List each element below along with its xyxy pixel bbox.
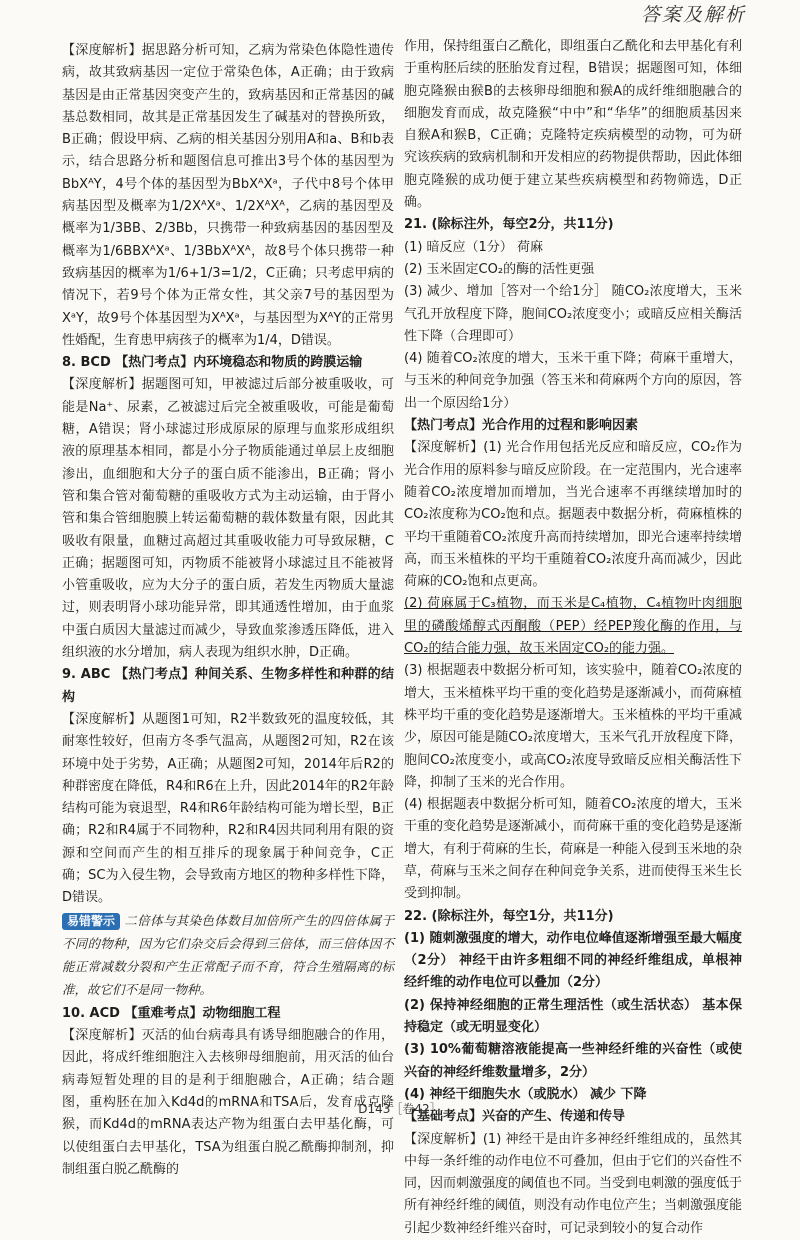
explanation-paragraph: 【深度解析】灭活的仙台病毒具有诱导细胞融合的作用，因此，将成纤维细胞注入去核卵母细胞前，用灭活的仙台病毒短暂处理的目的是利于细胞融合，A正确；结合题图，重构胚在加入Kd4d的mRNA和TSA后，发育成克隆猴，而Kd4d的mRNA表达产物为组蛋白去甲基化酶，可以使组蛋白去甲基化，TSA为组蛋白脱乙酰酶抑制剂，抑制组蛋白脱乙酰酶的: [62, 1028, 394, 1177]
topic-tag: 【热门考点】光合作用的过程和影响因素: [404, 418, 639, 434]
answer-item: (1) 暗反应（1分） 荷麻: [404, 239, 543, 255]
answer-item: (3) 10%葡萄糖溶液能提高一些神经纤维的兴奋性（或使兴奋的神经纤维数量增多，2分）: [404, 1042, 742, 1080]
answer-item: (2) 玉米固定CO₂的酶的活性更强: [404, 261, 595, 277]
right-column: [404, 36, 742, 1240]
explanation-paragraph: 作用，保持组蛋白乙酰化，即组蛋白乙酰化和去甲基化有利于重构胚后续的胚胎发育过程，B错误；据题图可知，体细胞克隆猴由猴B的去核卵母细胞和猴A的成纤维细胞融合的细胞发育而成，故克隆猴“中中”和“华华”的细胞质基因来自猴A和猴B，C正确；克隆特定疾病模型的动物，可为研究该疾病的致病机制和开发相应的药物提供帮助，因此体细胞克隆猴的成功便于建立某些疾病模型和药物筛选，D正确。: [404, 39, 743, 211]
question-10-heading: 10. ACD 【重难考点】动物细胞工程: [62, 1005, 281, 1021]
explanation-paragraph: 【深度解析】(1) 神经干是由许多神经纤维组成的，虽然其中每一条纤维的动作电位不可叠加，但由于它们的兴奋性不同，因而刺激强度的阈值也不同。当受到电刺激的强度低于所有神经纤维的阈值，则没有动作电位产生；当刺激强度能引起少数神经纤维兴奋时，可记录到较小的复合动作: [404, 1131, 743, 1236]
explanation-paragraph: (4) 根据题表中数据分析可知，随着CO₂浓度的增大，玉米干重的变化趋势是逐渐减小，而荷麻干重的变化趋势是逐渐增大，有利于荷麻的生长，荷麻是一种能入侵到玉米地的杂草，荷麻与玉米之间存在种间竞争关系，进而使得玉米生长受到抑制。: [404, 797, 743, 902]
question-9-heading: 9. ABC 【热门考点】种间关系、生物多样性和种群的结构: [62, 667, 394, 705]
answer-item: (2) 保持神经细胞的正常生理活性（或生活状态） 基本保持稳定（或无明显变化）: [404, 997, 742, 1036]
warning-badge: 易错警示: [62, 913, 120, 930]
explanation-paragraph: 【深度解析】据题图可知，甲被滤过后部分被重吸收，可能是Na⁺、尿素，乙被滤过后完全被重吸收，可能是葡萄糖，A错误；肾小球滤过形成原尿的原理与血浆形成组织液的原理基本相同，都是小分子物质能通过单层上皮细胞渗出，血细胞和大分子的蛋白质不能渗出，B正确；肾小管和集合管对葡萄糖的重吸收方式为主动运输，由于肾小管和集合管细胞膜上转运葡萄糖的载体数量有限，因此其吸收有限量，血糖过高超过其重吸收能力可导致尿糖，C正确；据题图可知，丙物质不能被肾小球滤过且不能被肾小管重吸收，应为大分子的蛋白质，若发生丙物质大量滤过，则表明肾小球功能异常，即其通透性增加，由于血浆中蛋白质因大量滤过而减少，导致血浆渗透压降低，进入组织液的水分增加，病人表现为组织水肿，D正确。: [62, 377, 394, 661]
answer-item: (4) 神经干细胞失水（或脱水） 减少 下降: [404, 1086, 647, 1102]
warning-text: 二倍体与其染色体数目加倍所产生的四倍体属于不同的物种，因为它们杂交后会得到三倍体，而三倍体因不能正常减数分裂和产生正常配子而不育，符合生殖隔离的标准，故它们不是同一物种。: [62, 912, 394, 998]
explanation-paragraph: 【深度解析】(1) 光合作用包括光反应和暗反应，CO₂作为光合作用的原料参与暗反应阶段。在一定范围内，光合速率随着CO₂浓度增加而增加，当光合速率不再继续增加时的CO₂浓度称为CO₂饱和点。据题表中数据分析，荷麻植株的平均干重随着CO₂浓度升高而持续增加，即光合速率持续增高，而玉米植株的平均干重随着CO₂浓度升高而减少，因此荷麻的CO₂饱和点更高。: [404, 440, 743, 590]
question-8-heading: 8. BCD 【热门考点】内环境稳态和物质的跨膜运输: [62, 355, 363, 371]
question-21-heading: 21. (除标注外，每空2分，共11分): [404, 217, 614, 233]
answer-item: (3) 减少、增加［答对一个给1分］ 随CO₂浓度增大，玉米气孔开放程度下降，胞间CO₂浓度变小；或暗反应相关酶活性下降（合理即可）: [404, 284, 742, 344]
left-column: [62, 40, 394, 1181]
explanation-paragraph: (2) 荷麻属于C₃植物，而玉米是C₄植物，C₄植物叶肉细胞里的磷酸烯醇式丙酮酸（PEP）经PEP羧化酶的作用，与CO₂的结合能力强，故玉米固定CO₂的能力强。: [404, 596, 742, 657]
page-header-title: 答案及解析: [640, 4, 746, 26]
explanation-paragraph: 【深度解析】从题图1可知，R2半数致死的温度较低，其耐寒性较好，但南方冬季气温高，从题图2可知，R2在该环境中处于劣势，A正确；从题图2可知，2014年后R2的种群密度在降低，R4和R6在上升，因此2014年的R2年龄结构可能为衰退型，R4和R6年龄结构可能为增长型，B正确；R2和R4属于不同物种，R2和R4因共同利用有限的资源和空间而产生的相互排斥的现象属于种间竞争，C正确；SC为入侵生物，会导致南方地区的物种多样性下降，D错误。: [62, 711, 394, 906]
answer-item: (1) 随刺激强度的增大，动作电位峰值逐渐增强至最大幅度（2分） 神经干由许多粗细不同的神经纤维组成，单根神经纤维的动作电位可以叠加（2分）: [404, 930, 742, 991]
answer-item: (4) 随着CO₂浓度的增大，玉米干重下降；荷麻干重增大，与玉米的种间竞争加强（答玉米和荷麻两个方向的原因，答出一个原因给1分）: [404, 351, 743, 411]
topic-tag: 【基础考点】兴奋的产生、传递和传导: [404, 1109, 626, 1125]
explanation-paragraph: (3) 根据题表中数据分析可知，该实验中，随着CO₂浓度的增大，玉米植株平均干重的变化趋势是逐渐减小，而荷麻植株平均干重的变化趋势是逐渐增大。玉米植株的平均干重减少，原因可能是随CO₂浓度增大，玉米气孔开放程度下降，胞间CO₂浓度变小，或高CO₂浓度导致暗反应相关酶活性下降，抑制了玉米的光合作用。: [404, 663, 743, 790]
explanation-paragraph: 【深度解析】据思路分析可知，乙病为常染色体隐性遗传病，故其致病基因一定位于常染色体，A正确；由于致病基因是由正常基因突变产生的，致病基因和正常基因的碱基总数相同，故其是正常基因发生了碱基对的替换所致，B正确；假设甲病、乙病的相关基因分别用A和a、B和b表示，结合思路分析和题图信息可推出3号个体的基因型为BbXᴬY，4号个体的基因型为BbXᴬXᵃ，子代中8号个体甲病基因型及概率为1/2XᴬXᵃ、1/2XᴬXᴬ，乙病的基因型及概率为1/3BB、2/3Bb，只携带一种致病基因的基因型及概率为1/6BBXᴬXᵃ、1/3BbXᴬXᴬ，故8号个体只携带一种致病基因的概率为1/6+1/3=1/2，C正确；只考虑甲病的情况下，若9号个体为正常女性，其父亲7号的基因型为XᵃY，故9号个体基因型为XᴬXᵃ，与基因型为XᴬY的正常男性婚配，生育患甲病孩子的概率为1/4，D错误。: [62, 43, 394, 348]
page-number: D143［卷42］: [358, 1101, 442, 1116]
question-22-heading: 22. (除标注外，每空1分，共11分): [404, 908, 614, 924]
error-warning-note: [62, 910, 394, 1003]
